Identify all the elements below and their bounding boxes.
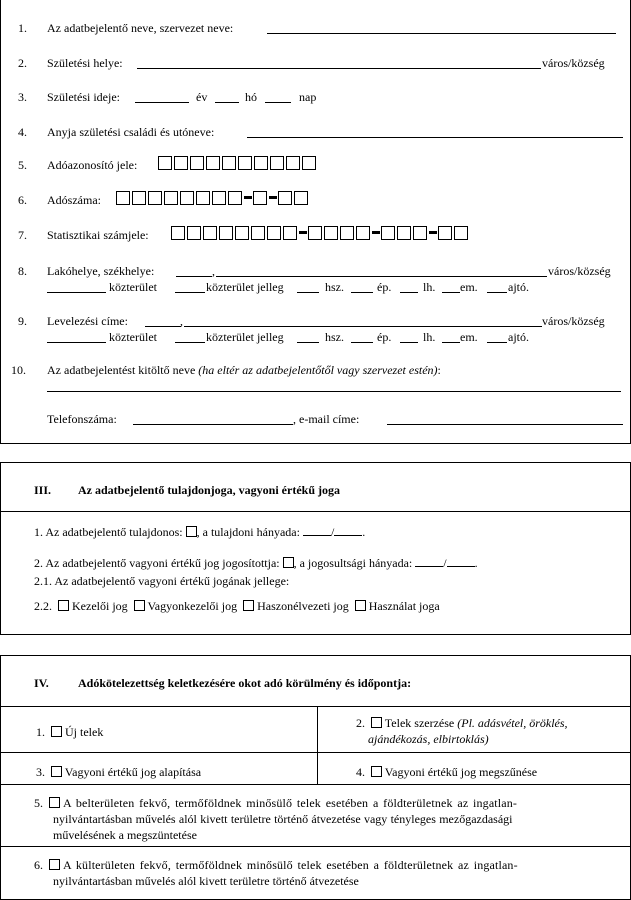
- house-number-label: hsz.: [325, 280, 344, 294]
- staircase-field[interactable]: [400, 292, 418, 293]
- right-share-numerator-field[interactable]: [415, 555, 443, 567]
- plot-acquisition-examples-cont: ajándékozás, elbirtoklás): [368, 732, 489, 746]
- item-number: 6.: [34, 858, 43, 872]
- item-number: 5.: [34, 796, 43, 810]
- year-label: év: [196, 90, 208, 104]
- building-field[interactable]: [351, 342, 373, 343]
- mailing-zip-field[interactable]: [145, 326, 181, 327]
- owner-label: 1. Az adatbejelentő tulajdonos:: [34, 525, 186, 539]
- outer-area-text-2: nyilvántartásban művelés alól kivett területre történő átvezetése: [53, 874, 359, 888]
- residence-city-field[interactable]: [216, 276, 547, 277]
- phone-label: Telefonszáma:: [47, 412, 117, 426]
- period: .: [362, 525, 366, 539]
- row-number: 4.: [18, 125, 27, 139]
- new-plot-checkbox[interactable]: [51, 726, 62, 737]
- mailing-city-field[interactable]: [184, 326, 542, 327]
- filler-label-colon: :: [437, 363, 441, 377]
- share-label: , a tulajdoni hányada:: [196, 525, 303, 539]
- floor-field[interactable]: [442, 292, 460, 293]
- floor-field[interactable]: [442, 342, 460, 343]
- month-label: hó: [245, 90, 257, 104]
- section-number: III.: [34, 483, 52, 497]
- row-number: 5.: [18, 158, 27, 172]
- divider: [1, 511, 630, 512]
- phone-field[interactable]: [133, 424, 293, 425]
- birthdate-label: Születési ideje:: [47, 90, 120, 104]
- staircase-field[interactable]: [400, 342, 418, 343]
- plot-acquisition-label: Telek szerzése: [384, 716, 458, 730]
- item-number: 2.2.: [34, 599, 52, 613]
- birth-year-field[interactable]: [135, 102, 189, 103]
- section-title: Az adatbejelentő tulajdonjoga, vagyoni értékű joga: [78, 483, 340, 497]
- row-number: 10.: [11, 363, 26, 377]
- row-number: 1.: [18, 21, 27, 35]
- stat-number-boxes[interactable]: [171, 226, 470, 241]
- item-number: 3.: [36, 765, 45, 779]
- row-number: 9.: [18, 314, 27, 328]
- section-title: Adókötelezettség keletkezésére okot adó körülmény és időpontja:: [78, 676, 412, 690]
- share-numerator-field[interactable]: [303, 524, 331, 536]
- use-right-checkbox[interactable]: [355, 600, 366, 611]
- usufruct-checkbox[interactable]: [243, 600, 254, 611]
- outer-area-text: A külterületen fekvő, termőföldnek minősülő telek esetében a földterületnek az ingatlan-: [63, 858, 518, 872]
- house-number-label: hsz.: [325, 330, 344, 344]
- city-label: város/község: [542, 56, 605, 70]
- birth-day-field[interactable]: [265, 102, 291, 103]
- owner-checkbox[interactable]: [186, 526, 197, 537]
- new-plot-label: Új telek: [65, 725, 104, 739]
- personal-data-section: [0, 0, 631, 444]
- right-establish-checkbox[interactable]: [51, 766, 62, 777]
- inner-area-text-3: művelésének a megszüntetése: [53, 828, 197, 842]
- door-field[interactable]: [487, 292, 507, 293]
- name-field[interactable]: [267, 33, 616, 34]
- section-number: IV.: [34, 676, 49, 690]
- door-field[interactable]: [487, 342, 507, 343]
- ownership-section: [0, 462, 631, 635]
- door-label: ajtó.: [508, 330, 529, 344]
- tax-id-label: Adóazonosító jele:: [47, 158, 138, 172]
- inner-area-text: A belterületen fekvő, termőföldnek minősülő telek esetében a földterületnek az ingatlan-: [63, 796, 518, 810]
- residence-label: Lakóhelye, székhelye:: [47, 264, 155, 278]
- street-type-field[interactable]: [175, 342, 205, 343]
- divider: [1, 752, 630, 753]
- street-field[interactable]: [47, 342, 106, 343]
- item-number: 2.: [356, 716, 365, 730]
- asset-management-checkbox[interactable]: [134, 600, 145, 611]
- day-label: nap: [299, 90, 317, 104]
- management-right-label: Kezelői jog: [72, 599, 128, 613]
- filler-label-text: Az adatbejelentést kitöltő neve: [47, 363, 199, 377]
- house-number-field[interactable]: [297, 292, 319, 293]
- right-share-denominator-field[interactable]: [447, 555, 475, 567]
- tax-obligation-section: [0, 655, 631, 900]
- stat-number-label: Statisztikai számjele:: [47, 228, 149, 242]
- right-termination-label: Vagyoni értékű jog megszűnése: [384, 765, 538, 779]
- row-number: 2.: [18, 56, 27, 70]
- floor-label: em.: [460, 280, 478, 294]
- birth-month-field[interactable]: [215, 102, 239, 103]
- divider: [1, 784, 630, 785]
- street-type-label: közterület jelleg: [206, 280, 284, 294]
- filler-name-field[interactable]: [47, 391, 621, 392]
- share-denominator-field[interactable]: [334, 524, 362, 536]
- email-field[interactable]: [387, 424, 623, 425]
- outer-area-checkbox[interactable]: [49, 859, 60, 870]
- slash: /: [443, 556, 447, 570]
- street-field[interactable]: [47, 292, 106, 293]
- street-type-label: közterület jelleg: [206, 330, 284, 344]
- period: .: [474, 556, 478, 570]
- asset-management-label: Vagyonkezelői jog: [147, 599, 238, 613]
- building-label: ép.: [377, 280, 392, 294]
- street-label: közterület: [109, 280, 157, 294]
- filler-label-note: (ha eltér az adatbejelentőtől vagy szervezet estén): [198, 363, 438, 377]
- right-termination-checkbox[interactable]: [371, 766, 382, 777]
- row-number: 7.: [18, 228, 27, 242]
- name-label: Az adatbejelentő neve, szervezet neve:: [47, 21, 234, 35]
- use-right-label: Használat joga: [368, 599, 440, 613]
- tax-number-boxes[interactable]: [116, 191, 310, 206]
- door-label: ajtó.: [508, 280, 529, 294]
- slash: /: [330, 525, 335, 539]
- tax-number-label: Adószáma:: [47, 193, 101, 207]
- mother-name-label: Anyja születési családi és utóneve:: [47, 125, 215, 139]
- plot-acquisition-examples: (Pl. adásvétel, öröklés,: [457, 716, 568, 730]
- row-number: 8.: [18, 264, 27, 278]
- building-field[interactable]: [351, 292, 373, 293]
- street-label: közterület: [109, 330, 157, 344]
- filler-label: [47, 363, 441, 377]
- item-number: 1.: [36, 725, 45, 739]
- staircase-label: lh.: [423, 280, 436, 294]
- comma: ,: [212, 264, 215, 278]
- usufruct-label: Haszonélvezeti jog: [257, 599, 349, 613]
- row-number: 3.: [18, 90, 27, 104]
- divider: [1, 846, 630, 847]
- tax-id-boxes[interactable]: [158, 156, 318, 171]
- staircase-label: lh.: [423, 330, 436, 344]
- right-share-label: , a jogosultsági hányada:: [293, 556, 416, 570]
- street-type-field[interactable]: [175, 292, 205, 293]
- city-label: város/község: [542, 314, 605, 328]
- plot-acquisition-checkbox[interactable]: [371, 717, 382, 728]
- birthplace-label: Születési helye:: [47, 56, 123, 70]
- row-number: 6.: [18, 193, 27, 207]
- email-label: , e-mail címe:: [293, 412, 360, 426]
- item-number: 4.: [356, 765, 365, 779]
- right-holder-checkbox[interactable]: [283, 557, 294, 568]
- comma: ,: [180, 314, 183, 328]
- divider: [317, 706, 318, 784]
- mailing-label: Levelezési címe:: [47, 314, 128, 328]
- divider: [1, 706, 630, 707]
- right-holder-label: 2. Az adatbejelentő vagyoni értékű jog jogosítottja:: [34, 556, 283, 570]
- management-right-checkbox[interactable]: [58, 600, 69, 611]
- house-number-field[interactable]: [297, 342, 319, 343]
- city-label: város/község: [548, 264, 611, 278]
- floor-label: em.: [460, 330, 478, 344]
- building-label: ép.: [377, 330, 392, 344]
- residence-zip-field[interactable]: [176, 276, 212, 277]
- birthplace-field[interactable]: [137, 68, 541, 69]
- mother-name-field[interactable]: [247, 137, 623, 138]
- right-type-label: 2.1. Az adatbejelentő vagyoni értékű jogának jellege:: [34, 574, 290, 588]
- right-establish-label: Vagyoni értékű jog alapítása: [64, 765, 202, 779]
- inner-area-checkbox[interactable]: [49, 797, 60, 808]
- inner-area-text-2: nyilvántartásban művelés alól kivett területre történő átvezetése vagy tényleges mezőgazdasági: [53, 812, 513, 826]
